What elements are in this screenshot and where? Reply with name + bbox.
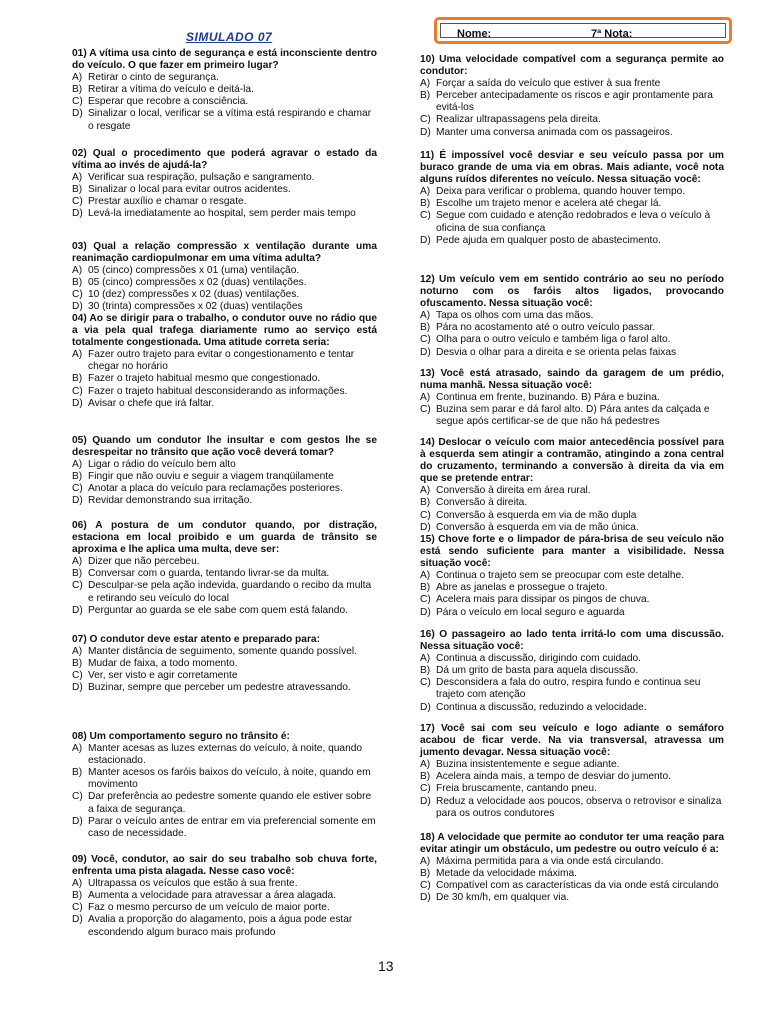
option-text: Acelera mais para dissipar os pingos de chuva. [436,594,650,606]
option-letter: A) [420,78,431,90]
option-text: Acelera ainda mais, a tempo de desviar do jumento. [436,771,672,783]
option-letter: A) [420,186,431,198]
option-letter: D) [72,815,83,827]
answer-option [420,582,724,594]
answer-option [420,570,724,582]
option-text: Olha para o outro veículo e também liga o farol alto. [436,334,671,346]
answer-option [420,114,724,126]
option-letter: C) [420,114,431,126]
option-letter: C) [420,210,431,222]
answer-option [420,210,724,234]
question-stem: 01) A vítima usa cinto de segurança e está inconsciente dentro do veículo. O que fazer em primeiro lugar? [72,48,377,72]
option-text: 05 (cinco) compressões x 02 (duas) ventilações. [88,277,307,289]
answer-option [72,196,377,208]
option-letter: A) [72,349,83,361]
option-letter: B) [420,868,431,880]
question-stem: 17) Você sai com seu veículo e logo adiante o semáforo acabou de ficar verde. Na via transversal, atravessa um jumento devagar. Nessa situação você: [420,723,724,759]
option-letter: A) [420,392,431,404]
option-text: Manter distância de seguimento, somente quando possível. [88,646,357,658]
answer-option [72,208,377,220]
option-text: Desvia o olhar para a direita e se orienta pelas faixas [436,346,677,358]
answer-option [420,880,724,892]
answer-option [420,186,724,198]
option-letter: B) [72,277,83,289]
option-letter: D) [420,346,431,358]
answer-option [72,646,377,658]
answer-option [420,127,724,139]
option-text: Ligar o rádio do veículo bem alto [88,459,236,471]
option-letter: D) [72,397,83,409]
option-text: 05 (cinco) compressões x 01 (uma) ventilação. [88,265,300,277]
option-text: Buzinar, sempre que perceber um pedestre atravessando. [88,682,351,694]
answer-option [420,404,724,428]
answer-option [72,72,377,84]
option-text: Revidar demonstrando sua irritação. [88,495,253,507]
question-stem: 12) Um veículo vem em sentido contrário ao seu no período noturno com os faróis altos ligados, provocando ofuscamento. Nessa situação você: [420,274,724,310]
question-8 [72,731,377,840]
option-letter: A) [72,878,83,890]
option-letter: B) [72,184,83,196]
answer-option [72,349,377,373]
question-18 [420,832,724,905]
option-text: De 30 km/h, em qualquer via. [436,892,570,904]
option-text: Prestar auxílio e chamar o resgate. [88,196,247,208]
page-number: 13 [378,958,394,974]
option-text: Levá-la imediatamente ao hospital, sem perder mais tempo [88,208,356,220]
option-text: Continua o trajeto sem se preocupar com este detalhe. [436,570,685,582]
option-letter: A) [420,759,431,771]
option-letter: A) [72,743,83,755]
option-text: Dizer que não percebeu. [88,556,200,568]
answer-option [72,184,377,196]
option-text: Retirar o cinto de segurança. [88,72,219,84]
option-letter: C) [420,334,431,346]
answer-option [420,198,724,210]
answer-option [72,878,377,890]
answer-option [420,702,724,714]
option-letter: B) [72,658,83,670]
option-letter: A) [420,485,431,497]
option-text: Conversão à esquerda em via de mão dupla [436,509,637,521]
option-text: Mudar de faixa, a todo momento. [88,658,238,670]
answer-option [420,677,724,701]
option-letter: D) [72,914,83,926]
answer-option [420,856,724,868]
answer-option [72,289,377,301]
option-letter: D) [420,606,431,618]
answer-option [72,483,377,495]
question-stem: 18) A velocidade que permite ao condutor ter uma reação para evitar atingir um obstáculo, um pedestre ou outro veículo é a: [420,832,724,856]
question-stem: 15) Chove forte e o limpador de pára-brisa de seu veículo não está sendo suficiente para manter a visibilidade. Nessa situação você: [420,534,724,570]
answer-option [420,796,724,820]
option-text: Fazer o trajeto habitual mesmo que congestionado. [88,373,321,385]
question-12 [420,274,724,359]
answer-option [420,235,724,247]
answer-option [72,96,377,108]
name-label: Nome: [457,28,492,40]
option-text: Sinalizar o local para evitar outros acidentes. [88,184,291,196]
option-letter: A) [420,310,431,322]
option-letter: C) [72,289,83,301]
answer-option [72,398,377,410]
answer-option [72,301,377,313]
answer-option [420,892,724,904]
question-5 [72,435,377,508]
answer-option [72,902,377,914]
option-text: Realizar ultrapassagens pela direita. [436,114,601,126]
option-letter: B) [420,665,431,677]
option-text: Metade da velocidade máxima. [436,868,578,880]
option-text: Escolhe um trajeto menor e acelera até chegar lá. [436,198,662,210]
answer-option [72,459,377,471]
answer-option [72,373,377,385]
answer-option [72,743,377,767]
option-letter: D) [420,701,431,713]
question-10 [420,54,724,139]
answer-option [420,665,724,677]
option-letter: A) [72,72,83,84]
option-letter: C) [72,483,83,495]
option-letter: B) [420,771,431,783]
option-letter: D) [72,208,83,220]
option-letter: D) [420,126,431,138]
option-letter: C) [420,677,431,689]
answer-option [420,90,724,114]
question-stem: 03) Qual a relação compressão x ventilação durante uma reanimação cardiopulmonar em uma vítima adulta? [72,241,377,265]
option-text: Faz o mesmo percurso de um veículo de maior porte. [88,902,330,914]
name-grade-box [434,17,732,44]
option-letter: A) [72,172,83,184]
option-text: Conversão à esquerda em via de mão única. [436,521,639,533]
question-6 [72,520,377,617]
option-text: Buzina insistentemente e segue adiante. [436,759,620,771]
option-text: Desculpar-se pela ação indevida, guardando o recibo da multa e retirando seu veículo do local [88,580,372,604]
option-text: Tapa os olhos com uma das mãos. [436,310,594,322]
question-stem: 09) Você, condutor, ao sair do seu trabalho sob chuva forte, enfrenta uma pista alagada. Nesse caso você: [72,854,377,878]
answer-option [72,386,377,398]
option-text: Pede ajuda em qualquer posto de abastecimento. [436,234,661,246]
question-stem: 04) Ao se dirigir para o trabalho, o condutor ouve no rádio que a via pela qual trafega diariamente rumo ao serviço está totalmente congestionada. Uma atitude correta seria: [72,313,377,349]
option-letter: C) [420,783,431,795]
question-13 [420,368,724,428]
option-letter: C) [420,404,431,416]
option-text: Avisar o chefe que irá faltar. [88,397,215,409]
option-letter: A) [420,653,431,665]
question-2 [72,148,377,221]
answer-option [72,890,377,902]
option-letter: B) [72,373,83,385]
answer-option [420,594,724,606]
option-text: Anotar a placa do veículo para reclamações posteriores. [88,483,343,495]
option-text: Abre as janelas e prossegue o trajeto. [436,582,608,594]
answer-option [420,759,724,771]
option-text: Manter uma conversa animada com os passageiros. [436,126,673,138]
option-letter: D) [420,521,431,533]
option-text: 10 (dez) compressões x 02 (duas) ventilações. [88,289,300,301]
option-letter: B) [72,568,83,580]
question-stem: 14) Deslocar o veículo com maior antecedência possível para à esquerda sem atingir a contramão, atingindo a zona central do cruzamento, terminando a conversão à direita da via em que se pretende entrar: [420,437,724,485]
answer-option [72,767,377,791]
option-text: Parar o veículo antes de entrar em via preferencial somente em caso de necessidade. [88,815,376,839]
option-letter: B) [72,84,83,96]
option-text: Manter acesos os faróis baixos do veículo, à noite, quando em movimento [88,767,371,791]
option-text: Manter acesas as luzes externas do veículo, à noite, quando estacionado. [88,743,363,767]
answer-option [72,265,377,277]
option-text: Dá um grito de basta para aquela discussão. [436,665,639,677]
question-stem: 16) O passageiro ao lado tenta irritá-lo com uma discussão. Nessa situação você: [420,629,724,653]
option-text: Compatível com as características da via onde está circulando [436,880,719,892]
answer-option [420,607,724,619]
option-letter: A) [420,856,431,868]
option-text: Aumenta a velocidade para atravessar a área alagada. [88,890,337,902]
option-text: Pára no acostamento até o outro veículo passar. [436,322,656,334]
option-letter: C) [72,385,83,397]
question-3 [72,241,377,314]
answer-option [420,334,724,346]
option-text: Continua a discussão, reduzindo a velocidade. [436,701,647,713]
answer-option [420,310,724,322]
question-stem: 10) Uma velocidade compatível com a segurança permite ao condutor: [420,54,724,78]
answer-option [72,471,377,483]
question-7 [72,634,377,694]
answer-option [72,568,377,580]
answer-option [72,658,377,670]
answer-option [72,108,377,132]
answer-option [420,868,724,880]
question-stem: 07) O condutor deve estar atento e preparado para: [72,634,320,645]
option-letter: C) [420,594,431,606]
answer-option [72,914,377,938]
question-17 [420,723,724,820]
answer-option [72,172,377,184]
option-letter: D) [72,108,83,120]
option-text: Avalia a proporção do alagamento, pois a água pode estar escondendo algum buraco mais profundo [88,914,353,938]
question-stem: 13) Você está atrasado, saindo da garagem de um prédio, numa manhã. Nessa situação você: [420,368,724,392]
option-text: Reduz a velocidade aos poucos, observa o retrovisor e sinaliza para os outros condutores [436,795,722,819]
question-stem: 08) Um comportamento seguro no trânsito é: [72,731,290,742]
option-letter: B) [420,322,431,334]
option-letter: D) [72,495,83,507]
option-text: Conversar com o guarda, tentando livrar-se da multa. [88,568,330,580]
option-letter: C) [72,791,83,803]
option-letter: C) [72,902,83,914]
option-text: Continua a discussão, dirigindo com cuidado. [436,653,642,665]
option-letter: A) [72,265,83,277]
answer-option [72,670,377,682]
option-letter: B) [420,582,431,594]
question-1 [72,48,377,133]
option-text: Ver, ser visto e agir corretamente [88,670,238,682]
option-text: Conversão à direita em área rural. [436,485,591,497]
question-4 [72,313,377,410]
question-15 [420,534,724,619]
question-stem: 06) A postura de um condutor quando, por distração, estaciona em local proibido e um guarda de trânsito se aproxima e lhe aplica uma multa, deve ser: [72,520,377,556]
answer-option [72,495,377,507]
option-letter: B) [420,497,431,509]
option-letter: C) [72,196,83,208]
option-letter: A) [420,570,431,582]
answer-option [420,78,724,90]
question-16 [420,629,724,714]
option-text: Máxima permitida para a via onde está circulando. [436,856,664,868]
option-text: Deixa para verificar o problema, quando houver tempo. [436,186,686,198]
option-text: Retirar a vítima do veículo e deitá-la. [88,84,254,96]
option-text: Fazer o trajeto habitual desconsiderando as informações. [88,385,348,397]
grade-label: 7ª Nota: [591,28,633,40]
option-text: Desconsidera a fala do outro, respira fundo e continua seu trajeto com atenção [436,677,701,701]
option-letter: B) [420,90,431,102]
option-text: Perceber antecipadamente os riscos e agir prontamente para evitá-los [436,90,713,114]
option-text: Esperar que recobre a consciência. [88,96,249,108]
option-text: Verificar sua respiração, pulsação e sangramento. [88,172,315,184]
answer-option [72,682,377,694]
answer-option [72,816,377,840]
answer-option [420,510,724,522]
option-letter: B) [72,767,83,779]
answer-option [420,783,724,795]
option-letter: B) [72,890,83,902]
option-letter: C) [420,880,431,892]
option-letter: A) [72,646,83,658]
option-text: Pára o veículo em local seguro e aguarda [436,606,625,618]
option-text: 30 (trinta) compressões x 02 (duas) ventilações [88,301,303,313]
option-text: Ultrapassa os veículos que estão à sua frente. [88,878,298,890]
option-letter: D) [72,604,83,616]
answer-option [72,605,377,617]
option-letter: A) [72,459,83,471]
question-9 [72,854,377,939]
option-text: Fazer outro trajeto para evitar o congestionamento e tentar chegar no horário [88,349,355,373]
question-stem: 02) Qual o procedimento que poderá agravar o estado da vítima ao invés de ajudá-la? [72,148,377,172]
option-text: Forçar a saída do veículo que estiver à sua frente [436,78,661,90]
answer-option [420,485,724,497]
answer-option [420,497,724,509]
option-letter: D) [72,301,83,313]
option-letter: D) [420,795,431,807]
option-letter: C) [72,580,83,592]
answer-option [420,347,724,359]
option-text: Segue com cuidado e atenção redobrados e leva o veículo à oficina de sua confiança [436,210,711,234]
option-text: Sinalizar o local, verificar se a vítima está respirando e chamar o resgate [88,108,372,132]
option-text: Buzina sem parar e dá farol alto. D) Pára antes da calçada e segue após certificar-se de que não há pedestres [436,404,710,428]
answer-option [72,277,377,289]
option-letter: A) [72,556,83,568]
option-letter: B) [420,198,431,210]
name-grade-inner [440,23,726,38]
answer-option [72,84,377,96]
question-stem: 05) Quando um condutor lhe insultar e com gestos lhe se desrespeitar no trânsito que ação você deverá tomar? [72,435,377,459]
option-letter: D) [420,234,431,246]
page-title: SIMULADO 07 [186,30,273,44]
option-text: Freia bruscamente, cantando pneu. [436,783,597,795]
answer-option [420,322,724,334]
question-stem: 11) É impossível você desviar e seu veículo passa por um buraco grande de uma via em obras. Mais adiante, você nota alguns ruídos diferentes no veículo. Nessa situação você: [420,150,724,186]
option-letter: D) [420,892,431,904]
answer-option [420,771,724,783]
answer-option [72,580,377,604]
option-text: Perguntar ao guarda se ele sabe com quem está falando. [88,604,348,616]
option-letter: C) [72,96,83,108]
option-text: Conversão à direita. [436,497,528,509]
answer-option [420,522,724,534]
option-letter: D) [72,682,83,694]
answer-option [72,556,377,568]
option-text: Continua em frente, buzinando. B) Pára e buzina. [436,392,660,404]
option-letter: C) [420,509,431,521]
option-text: Fingir que não ouviu e seguir a viagem tranqüilamente [88,471,334,483]
answer-option [420,653,724,665]
question-11 [420,150,724,247]
question-14 [420,437,724,534]
option-text: Dar preferência ao pedestre somente quando ele estiver sobre a faixa de segurança. [88,791,372,815]
answer-option [420,392,724,404]
option-letter: B) [72,471,83,483]
option-letter: C) [72,670,83,682]
answer-option [72,791,377,815]
